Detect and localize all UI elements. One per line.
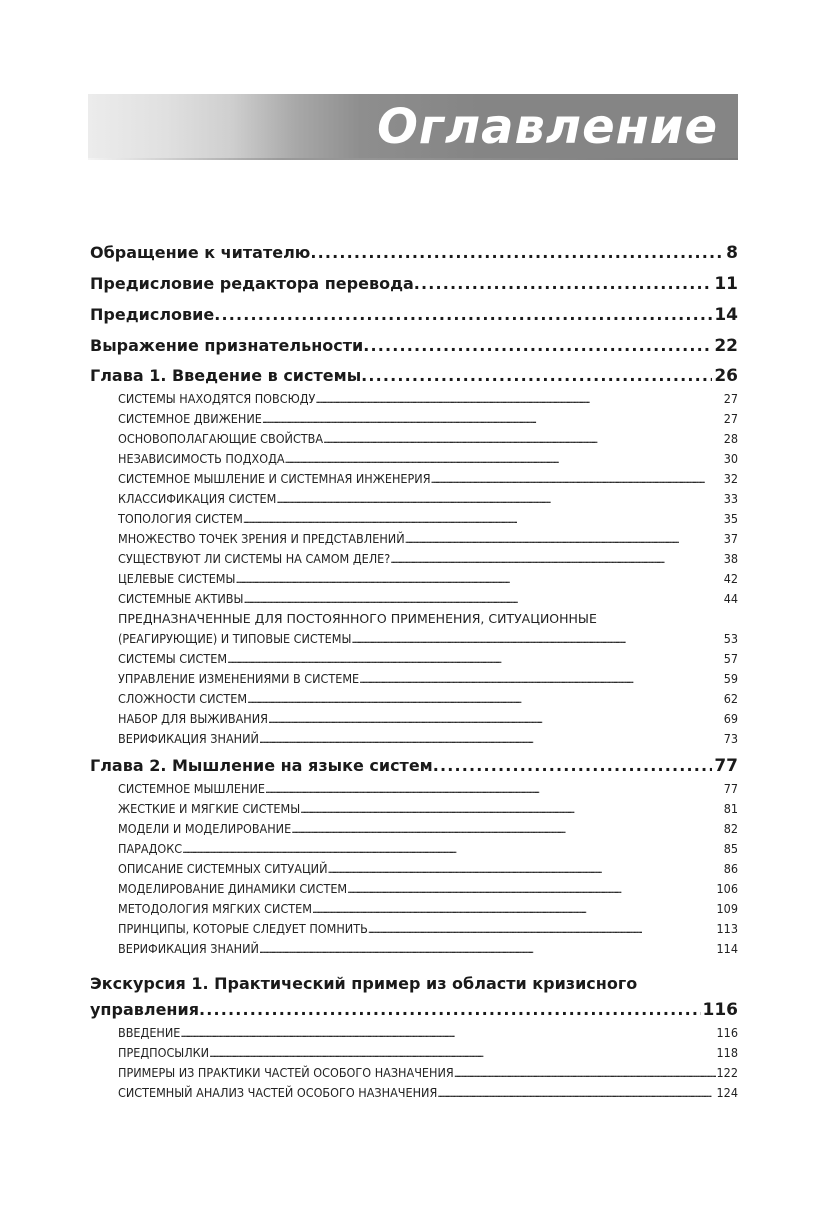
toc-section-label: КЛАССИФИКАЦИЯ СИСТЕМ xyxy=(118,491,277,506)
dot-leader xyxy=(433,749,713,783)
toc-section-label: НАБОР ДЛЯ ВЫЖИВАНИЯ xyxy=(118,711,268,726)
dot-leader xyxy=(209,1043,715,1064)
dot-leader xyxy=(315,389,722,410)
toc-section-label: ОПИСАНИЕ СИСТЕМНЫХ СИТУАЦИЙ xyxy=(118,861,328,876)
toc-excursion-label: Экскурсия 1. Практический пример из области кризисного xyxy=(90,974,638,993)
toc-section-label: ВВЕДЕНИЕ xyxy=(118,1025,181,1040)
toc-section[interactable] xyxy=(90,919,738,939)
toc-section-page: 81 xyxy=(723,801,738,816)
toc-section-label: СИСТЕМНОЕ МЫШЛЕНИЕ xyxy=(118,781,265,796)
toc-entry-label: Выражение признательности xyxy=(90,336,364,355)
toc-chapter-1[interactable] xyxy=(90,361,738,389)
toc-section[interactable] xyxy=(90,489,738,509)
toc-entry-page: 22 xyxy=(714,336,738,356)
dot-leader xyxy=(291,819,722,840)
toc-section-page: 62 xyxy=(723,691,738,706)
toc-section-label: СЛОЖНОСТИ СИСТЕМ xyxy=(118,691,248,706)
dot-leader xyxy=(368,919,716,940)
toc-chapter-page: 26 xyxy=(714,366,738,386)
dot-leader xyxy=(265,779,723,800)
toc-section-label: УПРАВЛЕНИЕ ИЗМЕНЕНИЯМИ В СИСТЕМЕ xyxy=(118,671,360,686)
toc-section[interactable] xyxy=(90,839,738,859)
dot-leader xyxy=(363,330,712,361)
toc-section-wrapped-first-line[interactable] xyxy=(90,609,738,629)
dot-leader xyxy=(328,859,723,880)
toc-section-label: СИСТЕМНОЕ МЫШЛЕНИЕ И СИСТЕМНАЯ ИНЖЕНЕРИЯ xyxy=(118,471,431,486)
toc-section[interactable] xyxy=(90,589,738,609)
toc-chapter-page: 77 xyxy=(714,756,738,776)
toc-section-page: 38 xyxy=(723,551,738,566)
chapter-2-sections xyxy=(90,779,738,959)
dot-leader xyxy=(300,799,723,820)
title-banner xyxy=(88,94,738,160)
toc-section[interactable] xyxy=(90,469,738,489)
toc-section-label: СИСТЕМНЫЕ АКТИВЫ xyxy=(118,591,244,606)
dot-leader xyxy=(243,589,722,610)
toc-section-page: 30 xyxy=(723,451,738,466)
dot-leader xyxy=(262,409,723,430)
toc-section-label: ВЕРИФИКАЦИЯ ЗНАНИЙ xyxy=(118,941,259,956)
excursion-1-sections xyxy=(90,1023,738,1103)
toc-section-page: 73 xyxy=(723,731,738,746)
dot-leader xyxy=(437,1083,715,1104)
dot-leader xyxy=(180,1023,715,1044)
toc-section-page: 122 xyxy=(716,1065,738,1080)
toc-section-page: 106 xyxy=(716,881,738,896)
toc-section-label: ПРЕДНАЗНАЧЕННЫЕ ДЛЯ ПОСТОЯННОГО ПРИМЕНЕНИЯ, СИТУАЦИОННЫЕ xyxy=(118,611,597,626)
dot-leader xyxy=(247,689,723,710)
dot-leader xyxy=(199,997,701,1023)
toc-section-label: НЕЗАВИСИМОСТЬ ПОДХОДА xyxy=(118,451,285,466)
toc-excursion-1-first-line[interactable] xyxy=(90,971,738,997)
dot-leader xyxy=(359,669,723,690)
toc-section[interactable] xyxy=(90,729,738,749)
toc-chapter-label: Глава 1. Введение в системы xyxy=(90,366,362,385)
toc-section-label: ОСНОВОПОЛАГАЮЩИЕ СВОЙСТВА xyxy=(118,431,324,446)
toc-section[interactable] xyxy=(90,549,738,569)
toc-entry-label: Предисловие xyxy=(90,305,215,324)
toc-section-page: 77 xyxy=(723,781,738,796)
toc-section-label: ПАРАДОКС xyxy=(118,841,183,856)
toc-section[interactable] xyxy=(90,899,738,919)
toc-section-page: 124 xyxy=(716,1085,738,1100)
toc-chapter-2[interactable] xyxy=(90,749,738,779)
toc-section-label: ВЕРИФИКАЦИЯ ЗНАНИЙ xyxy=(118,731,259,746)
dot-leader xyxy=(235,569,722,590)
toc-section-page: 85 xyxy=(723,841,738,856)
dot-leader xyxy=(351,629,722,650)
toc-section-page: 28 xyxy=(723,431,738,446)
toc-entry-page: 11 xyxy=(714,274,738,294)
toc-section[interactable] xyxy=(90,1083,738,1103)
toc-section-label: СИСТЕМЫ НАХОДЯТСЯ ПОВСЮДУ xyxy=(118,391,316,406)
toc-section-page: 27 xyxy=(723,391,738,406)
toc-excursion-label: управления xyxy=(90,1000,199,1019)
toc-section-label: МНОЖЕСТВО ТОЧЕК ЗРЕНИЯ И ПРЕДСТАВЛЕНИЙ xyxy=(118,531,405,546)
toc-entry-front-2[interactable] xyxy=(90,299,738,330)
dot-leader xyxy=(227,649,723,670)
toc-section[interactable] xyxy=(90,859,738,879)
page-title: Оглавление xyxy=(377,99,718,155)
toc-entry-label: Предисловие редактора перевода xyxy=(90,274,414,293)
toc-entry-label: Обращение к читателю xyxy=(90,243,311,262)
toc-section-label: СИСТЕМЫ СИСТЕМ xyxy=(118,651,228,666)
toc-section-label: СИСТЕМНОЕ ДВИЖЕНИЕ xyxy=(118,411,262,426)
toc-section-page: 116 xyxy=(716,1025,738,1040)
toc-section[interactable] xyxy=(90,689,738,709)
toc-section-label: ПРИНЦИПЫ, КОТОРЫЕ СЛЕДУЕТ ПОМНИТЬ xyxy=(118,921,368,936)
dot-leader xyxy=(405,529,723,550)
toc-section-label: МОДЕЛИ И МОДЕЛИРОВАНИЕ xyxy=(118,821,292,836)
toc-section[interactable] xyxy=(90,779,738,799)
chapter-1-sections xyxy=(90,389,738,609)
toc-section-page: 53 xyxy=(723,631,738,646)
toc-entry-front-3[interactable] xyxy=(90,330,738,361)
dot-leader xyxy=(285,449,723,470)
toc-section[interactable] xyxy=(90,799,738,819)
toc-section-label: ПРИМЕРЫ ИЗ ПРАКТИКИ ЧАСТЕЙ ОСОБОГО НАЗНАЧЕНИЯ xyxy=(118,1065,454,1080)
dot-leader xyxy=(243,509,723,530)
toc-section-label: ЦЕЛЕВЫЕ СИСТЕМЫ xyxy=(118,571,236,586)
toc-section-label: СИСТЕМНЫЙ АНАЛИЗ ЧАСТЕЙ ОСОБОГО НАЗНАЧЕНИЯ xyxy=(118,1085,438,1100)
dot-leader xyxy=(268,709,723,730)
toc-section-page: 33 xyxy=(723,491,738,506)
toc-entry-front-0[interactable] xyxy=(90,237,738,268)
toc-entry-page: 14 xyxy=(714,305,738,325)
toc-section-label: ЖЕСТКИЕ И МЯГКИЕ СИСТЕМЫ xyxy=(118,801,301,816)
toc-entry-front-1[interactable] xyxy=(90,268,738,299)
toc-section-label: ПРЕДПОСЫЛКИ xyxy=(118,1045,210,1060)
toc-section-page: 42 xyxy=(723,571,738,586)
dot-leader xyxy=(312,899,716,920)
toc-section[interactable] xyxy=(90,429,738,449)
table-of-contents xyxy=(90,237,738,1103)
toc-section[interactable] xyxy=(90,939,738,959)
dot-leader xyxy=(347,879,715,900)
toc-section-page: 57 xyxy=(723,651,738,666)
toc-section-page: 114 xyxy=(716,941,738,956)
toc-section[interactable] xyxy=(90,509,738,529)
toc-section-page: 37 xyxy=(723,531,738,546)
toc-section[interactable] xyxy=(90,1063,738,1083)
toc-section[interactable] xyxy=(90,669,738,689)
toc-section-page: 59 xyxy=(723,671,738,686)
dot-leader xyxy=(414,268,713,299)
dot-leader xyxy=(390,549,722,570)
toc-section-label: СУЩЕСТВУЮТ ЛИ СИСТЕМЫ НА САМОМ ДЕЛЕ? xyxy=(118,551,391,566)
dot-leader xyxy=(182,839,723,860)
toc-section-page: 69 xyxy=(723,711,738,726)
title-banner-underline xyxy=(88,158,738,160)
dot-leader xyxy=(431,469,723,490)
dot-leader xyxy=(454,1063,716,1084)
toc-section[interactable] xyxy=(90,569,738,589)
toc-section-page: 44 xyxy=(723,591,738,606)
toc-section-label: МЕТОДОЛОГИЯ МЯГКИХ СИСТЕМ xyxy=(118,901,312,916)
dot-leader xyxy=(323,429,723,450)
toc-section[interactable] xyxy=(90,1023,738,1043)
toc-section-page: 82 xyxy=(723,821,738,836)
toc-excursion-1-second-line[interactable] xyxy=(90,997,738,1023)
dot-leader xyxy=(259,729,723,750)
toc-section-label: МОДЕЛИРОВАНИЕ ДИНАМИКИ СИСТЕМ xyxy=(118,881,348,896)
dot-leader xyxy=(214,299,712,330)
toc-section-page: 109 xyxy=(716,901,738,916)
toc-section[interactable] xyxy=(90,1043,738,1063)
toc-section[interactable] xyxy=(90,529,738,549)
toc-section-page: 27 xyxy=(723,411,738,426)
toc-section-page: 35 xyxy=(723,511,738,526)
chapter-1-sections-after xyxy=(90,649,738,749)
dot-leader xyxy=(259,939,716,960)
toc-section-page: 113 xyxy=(716,921,738,936)
dot-leader xyxy=(276,489,722,510)
toc-chapter-label: Глава 2. Мышление на языке систем xyxy=(90,756,433,775)
toc-section-page: 32 xyxy=(723,471,738,486)
toc-section[interactable] xyxy=(90,819,738,839)
toc-excursion-page: 116 xyxy=(702,1000,738,1020)
toc-section[interactable] xyxy=(90,409,738,429)
spacer xyxy=(90,959,738,971)
toc-section-page: 118 xyxy=(716,1045,738,1060)
toc-section[interactable] xyxy=(90,709,738,729)
toc-section[interactable] xyxy=(90,879,738,899)
toc-section-wrapped-second-line[interactable] xyxy=(90,629,738,649)
toc-section[interactable] xyxy=(90,449,738,469)
dot-leader xyxy=(361,361,712,391)
toc-entry-page: 8 xyxy=(726,243,738,263)
toc-section-label: ТОПОЛОГИЯ СИСТЕМ xyxy=(118,511,243,526)
toc-section-label: (РЕАГИРУЮЩИЕ) И ТИПОВЫЕ СИСТЕМЫ xyxy=(118,631,352,646)
toc-section[interactable] xyxy=(90,389,738,409)
toc-section-page: 86 xyxy=(723,861,738,876)
toc-section[interactable] xyxy=(90,649,738,669)
dot-leader xyxy=(310,237,724,268)
